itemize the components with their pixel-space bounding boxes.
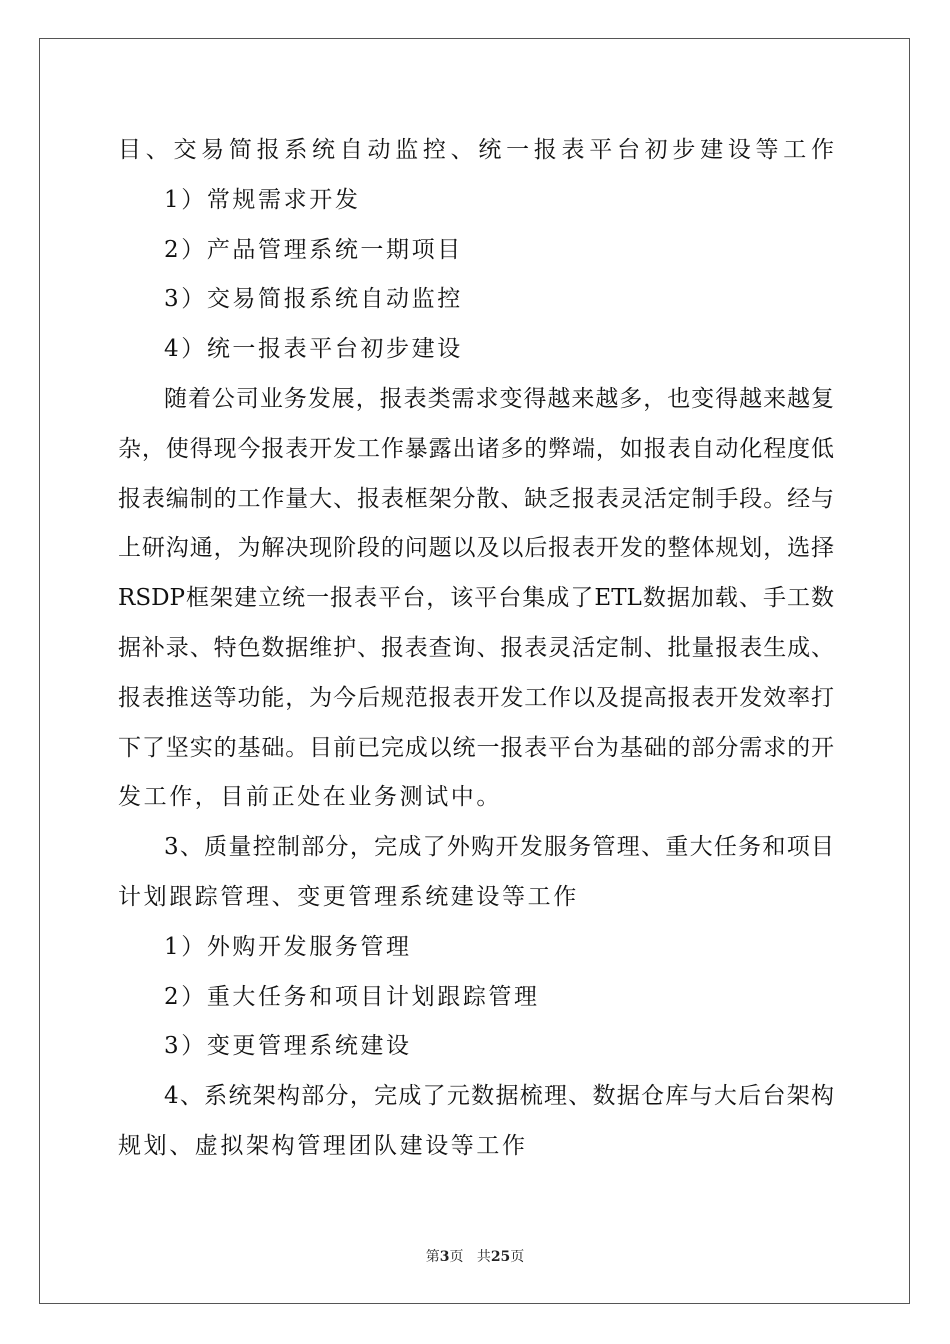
footer-page-suffix: 页: [449, 1249, 464, 1265]
text-line: 上研沟通，为解决现阶段的问题以及以后报表开发的整体规划，选择: [118, 535, 834, 562]
footer-prefix: 第: [425, 1249, 440, 1265]
text-line: 据补录、特色数据维护、报表查询、报表灵活定制、批量报表生成、: [118, 634, 834, 661]
total-page-number: 25: [490, 1249, 511, 1265]
text-line: 规划、虚拟架构管理团队建设等工作: [118, 1132, 528, 1159]
text-line: RSDP框架建立统一报表平台，该平台集成了ETL数据加载、手工数: [118, 585, 834, 612]
list-item: 2）产品管理系统一期项目: [164, 236, 463, 263]
list-item: 1）外购开发服务管理: [164, 933, 412, 960]
footer-total-suffix: 页: [510, 1249, 525, 1265]
text-line: 发工作，目前正处在业务测试中。: [118, 784, 502, 811]
text-line: 目、交易简报系统自动监控、统一报表平台初步建设等工作: [118, 137, 834, 163]
text-line: 计划跟踪管理、变更管理系统建设等工作: [118, 883, 579, 910]
list-item: 1）常规需求开发: [164, 186, 361, 213]
current-page-number: 3: [439, 1249, 450, 1265]
list-item: 3）变更管理系统建设: [164, 1033, 412, 1060]
text-line: 报表推送等功能，为今后规范报表开发工作以及提高报表开发效率打: [118, 684, 834, 711]
text-line: 3、质量控制部分，完成了外购开发服务管理、重大任务和项目: [164, 834, 834, 861]
text-line: 报表编制的工作量大、报表框架分散、缺乏报表灵活定制手段。经与: [118, 485, 834, 512]
document-body: [118, 126, 834, 1172]
text-line: 随着公司业务发展，报表类需求变得越来越多，也变得越来越复: [164, 385, 834, 412]
list-item: 3）交易简报系统自动监控: [164, 286, 463, 313]
text-line: 4、系统架构部分，完成了元数据梳理、数据仓库与大后台架构: [164, 1083, 834, 1110]
text-line: 下了坚实的基础。目前已完成以统一报表平台为基础的部分需求的开: [118, 734, 834, 761]
footer-total-prefix: 共: [476, 1249, 491, 1265]
page-footer: [0, 1246, 950, 1266]
text-line: 杂，使得现今报表开发工作暴露出诸多的弊端，如报表自动化程度低: [118, 435, 834, 462]
list-item: 4）统一报表平台初步建设: [164, 336, 463, 363]
list-item: 2）重大任务和项目计划跟踪管理: [164, 983, 540, 1010]
